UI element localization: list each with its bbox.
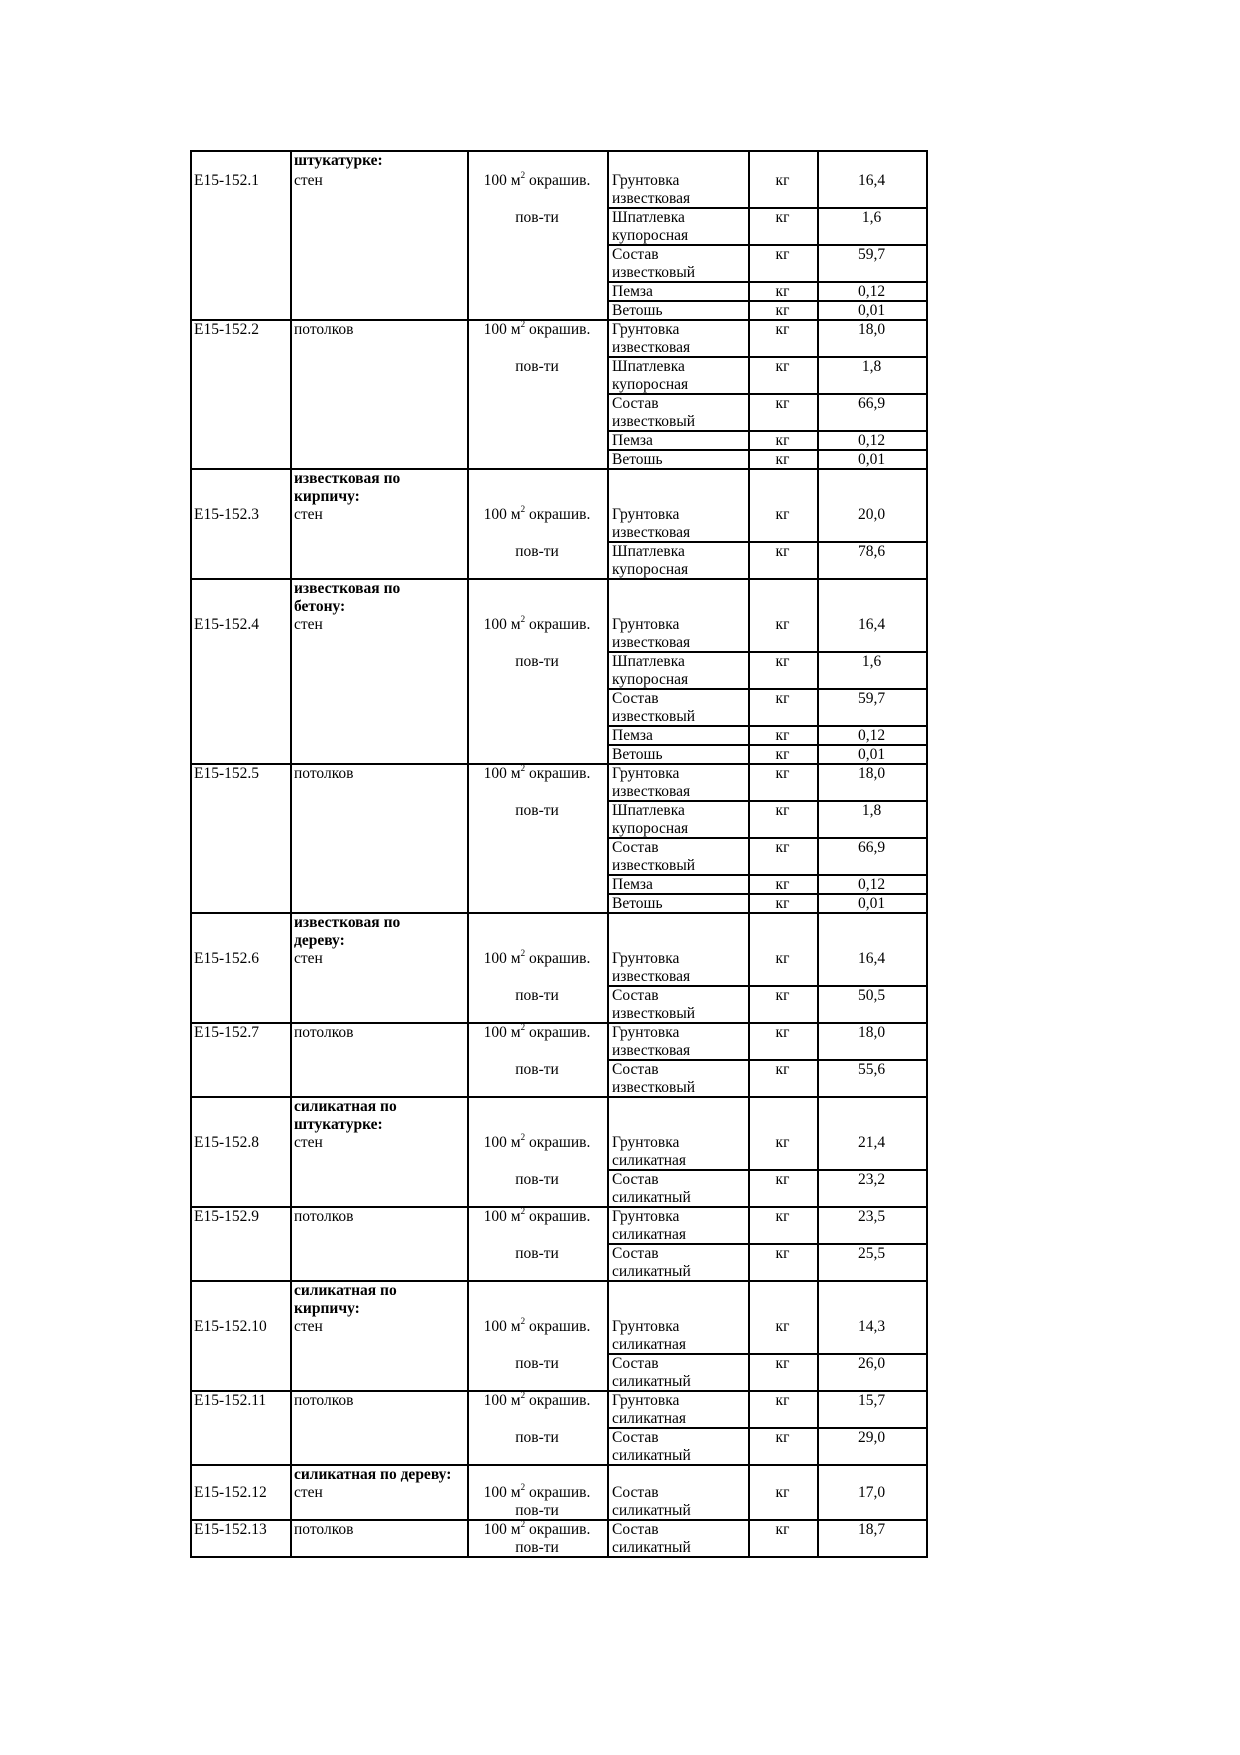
material-unit: кг — [775, 1245, 790, 1262]
measure-unit-suffix: окрашив. — [525, 1208, 591, 1225]
measure-unit — [467, 1518, 607, 1539]
section-heading: известковая по — [294, 470, 401, 487]
measure-unit-superscript: 2 — [520, 762, 526, 773]
material-name: Состав — [612, 1484, 659, 1501]
column-rule — [467, 150, 469, 1558]
material-quantity: 16,4 — [857, 172, 886, 189]
material-name: Шпатлевка — [612, 209, 685, 226]
surface-type: стен — [294, 172, 323, 189]
measure-unit-suffix: окрашив. — [525, 1392, 591, 1409]
measure-unit — [467, 169, 607, 190]
material-name: Грунтовка — [612, 616, 680, 633]
material-quantity: 50,5 — [857, 987, 886, 1004]
material-name: Грунтовка — [612, 1024, 680, 1041]
material-name: силикатный — [612, 1502, 691, 1519]
section-heading: штукатурке: — [294, 1116, 383, 1133]
rate-code: Е15-152.10 — [194, 1318, 267, 1335]
material-unit: кг — [775, 302, 790, 319]
material-name: Грунтовка — [612, 1208, 680, 1225]
material-name: Состав — [612, 1171, 659, 1188]
material-name: Грунтовка — [612, 1318, 680, 1335]
column-rule — [607, 150, 609, 1558]
material-name: известковая — [612, 190, 691, 207]
surface-type: потолков — [294, 1208, 354, 1225]
material-unit: кг — [775, 987, 790, 1004]
column-rule — [290, 150, 292, 1558]
measure-unit-suffix: окрашив. — [525, 765, 591, 782]
measure-unit-prefix: 100 м — [483, 1392, 521, 1409]
material-quantity: 0,01 — [857, 302, 886, 319]
material-quantity: 59,7 — [857, 690, 886, 707]
material-name: купоросная — [612, 820, 689, 837]
material-quantity: 14,3 — [857, 1318, 886, 1335]
column-rule — [748, 150, 750, 1558]
material-name: Шпатлевка — [612, 543, 685, 560]
measure-unit-prefix: 100 м — [483, 1208, 521, 1225]
measure-unit — [467, 947, 607, 968]
measure-unit-suffix: окрашив. — [525, 1484, 591, 1501]
material-unit: кг — [775, 283, 790, 300]
material-quantity: 16,4 — [857, 616, 886, 633]
material-quantity: 59,7 — [857, 246, 886, 263]
section-heading: известковая по — [294, 914, 401, 931]
surface-type: потолков — [294, 1521, 354, 1538]
material-unit: кг — [775, 1024, 790, 1041]
measure-unit — [467, 1205, 607, 1226]
material-quantity: 66,9 — [857, 395, 886, 412]
material-name: силикатный — [612, 1373, 691, 1390]
material-quantity: 18,7 — [857, 1521, 886, 1538]
material-unit: кг — [775, 1318, 790, 1335]
material-unit: кг — [775, 1521, 790, 1538]
measure-unit-superscript: 2 — [520, 1021, 526, 1032]
material-quantity: 23,2 — [857, 1171, 886, 1188]
material-name: силикатный — [612, 1447, 691, 1464]
measure-unit-line2: пов-ти — [515, 802, 559, 819]
material-unit: кг — [775, 690, 790, 707]
section-heading: известковая по — [294, 580, 401, 597]
section-heading: кирпичу: — [294, 1300, 360, 1317]
material-unit: кг — [775, 727, 790, 744]
material-quantity: 21,4 — [857, 1134, 886, 1151]
measure-unit-superscript: 2 — [520, 1205, 526, 1216]
material-quantity: 16,4 — [857, 950, 886, 967]
material-name: Состав — [612, 1061, 659, 1078]
measure-unit-suffix: окрашив. — [525, 1134, 591, 1151]
material-unit: кг — [775, 802, 790, 819]
measure-unit-suffix: окрашив. — [525, 1318, 591, 1335]
column-rule — [190, 150, 192, 1558]
material-quantity: 29,0 — [857, 1429, 886, 1446]
material-unit: кг — [775, 765, 790, 782]
material-quantity: 23,5 — [857, 1208, 886, 1225]
material-quantity: 0,12 — [857, 727, 886, 744]
measure-unit-line2: пов-ти — [515, 1429, 559, 1446]
material-unit: кг — [775, 1134, 790, 1151]
surface-type: потолков — [294, 765, 354, 782]
material-name: Состав — [612, 839, 659, 856]
rate-code: Е15-152.13 — [194, 1521, 267, 1538]
material-quantity: 18,0 — [857, 765, 886, 782]
rate-code: Е15-152.3 — [194, 506, 260, 523]
surface-type: стен — [294, 1484, 323, 1501]
measure-unit-prefix: 100 м — [483, 1484, 521, 1501]
material-unit: кг — [775, 209, 790, 226]
surface-type: стен — [294, 1318, 323, 1335]
measure-unit-line2: пов-ти — [515, 1061, 559, 1078]
measure-unit — [467, 1481, 607, 1502]
rate-code: Е15-152.12 — [194, 1484, 267, 1501]
rate-code: Е15-152.8 — [194, 1134, 260, 1151]
rate-code: Е15-152.4 — [194, 616, 260, 633]
material-quantity: 1,6 — [861, 209, 882, 226]
material-quantity: 17,0 — [857, 1484, 886, 1501]
measure-unit-superscript: 2 — [520, 503, 526, 514]
surface-type: потолков — [294, 1392, 354, 1409]
material-unit: кг — [775, 172, 790, 189]
material-name: Состав — [612, 1521, 659, 1538]
material-name: Состав — [612, 987, 659, 1004]
material-name: Ветошь — [612, 746, 663, 763]
material-name: Состав — [612, 690, 659, 707]
measure-unit-line2: пов-ти — [515, 1171, 559, 1188]
material-unit: кг — [775, 616, 790, 633]
material-quantity: 0,01 — [857, 895, 886, 912]
material-unit: кг — [775, 1208, 790, 1225]
surface-type: потолков — [294, 321, 354, 338]
measure-unit-line2: пов-ти — [515, 358, 559, 375]
material-name: известковая — [612, 783, 691, 800]
measure-unit-line2: пов-ти — [515, 653, 559, 670]
material-quantity: 78,6 — [857, 543, 886, 560]
material-quantity: 26,0 — [857, 1355, 886, 1372]
material-quantity: 18,0 — [857, 321, 886, 338]
material-name: известковый — [612, 264, 696, 281]
measure-unit-suffix: окрашив. — [525, 1024, 591, 1041]
material-quantity: 0,12 — [857, 283, 886, 300]
material-name: Грунтовка — [612, 1392, 680, 1409]
material-name: силикатный — [612, 1189, 691, 1206]
material-name: известковая — [612, 524, 691, 541]
material-name: известковый — [612, 708, 696, 725]
material-name: Шпатлевка — [612, 653, 685, 670]
material-unit: кг — [775, 1392, 790, 1409]
material-name: Грунтовка — [612, 950, 680, 967]
material-unit: кг — [775, 1484, 790, 1501]
material-quantity: 55,6 — [857, 1061, 886, 1078]
rate-code: Е15-152.2 — [194, 321, 260, 338]
measure-unit-superscript: 2 — [520, 1131, 526, 1142]
measure-unit-superscript: 2 — [520, 613, 526, 624]
material-name: купоросная — [612, 376, 689, 393]
material-unit: кг — [775, 1171, 790, 1188]
measure-unit-suffix: окрашив. — [525, 1521, 591, 1538]
measure-unit-prefix: 100 м — [483, 172, 521, 189]
measure-unit-line2: пов-ти — [515, 1355, 559, 1372]
rate-code: Е15-152.1 — [194, 172, 260, 189]
material-name: Пемза — [612, 727, 653, 744]
surface-type: потолков — [294, 1024, 354, 1041]
material-unit: кг — [775, 246, 790, 263]
material-name: купоросная — [612, 671, 689, 688]
measure-unit — [467, 503, 607, 524]
measure-unit-superscript: 2 — [520, 947, 526, 958]
measure-unit — [467, 762, 607, 783]
surface-type: стен — [294, 950, 323, 967]
rate-code: Е15-152.9 — [194, 1208, 260, 1225]
material-name: Состав — [612, 1355, 659, 1372]
material-unit: кг — [775, 506, 790, 523]
measure-unit-line2: пов-ти — [515, 1539, 559, 1556]
material-quantity: 0,01 — [857, 746, 886, 763]
measure-unit-line2: пов-ти — [515, 1245, 559, 1262]
material-unit: кг — [775, 1429, 790, 1446]
measure-unit-line2: пов-ти — [515, 1502, 559, 1519]
measure-unit-superscript: 2 — [520, 318, 526, 329]
measure-unit — [467, 318, 607, 339]
material-name: купоросная — [612, 227, 689, 244]
section-heading: силикатная по — [294, 1098, 397, 1115]
material-name: известковая — [612, 634, 691, 651]
material-name: силикатный — [612, 1539, 691, 1556]
material-name: силикатная — [612, 1226, 687, 1243]
measure-unit-prefix: 100 м — [483, 506, 521, 523]
material-unit: кг — [775, 321, 790, 338]
material-unit: кг — [775, 358, 790, 375]
material-unit: кг — [775, 653, 790, 670]
material-name: Пемза — [612, 432, 653, 449]
material-quantity: 1,8 — [861, 358, 882, 375]
measure-unit-superscript: 2 — [520, 1518, 526, 1529]
material-name: Грунтовка — [612, 765, 680, 782]
material-unit: кг — [775, 395, 790, 412]
measure-unit-suffix: окрашив. — [525, 616, 591, 633]
measure-unit-prefix: 100 м — [483, 321, 521, 338]
measure-unit-prefix: 100 м — [483, 1318, 521, 1335]
material-quantity: 20,0 — [857, 506, 886, 523]
measure-unit-suffix: окрашив. — [525, 506, 591, 523]
measure-unit — [467, 1131, 607, 1152]
rate-code: Е15-152.5 — [194, 765, 260, 782]
material-name: Грунтовка — [612, 506, 680, 523]
section-heading: силикатная по — [294, 1282, 397, 1299]
measure-unit — [467, 613, 607, 634]
surface-type: стен — [294, 616, 323, 633]
measure-unit-superscript: 2 — [520, 1481, 526, 1492]
measure-unit-prefix: 100 м — [483, 1024, 521, 1041]
measure-unit-superscript: 2 — [520, 1315, 526, 1326]
section-heading: штукатурке: — [294, 152, 383, 169]
material-unit: кг — [775, 1061, 790, 1078]
section-heading: силикатная по дереву: — [294, 1466, 452, 1483]
material-name: Состав — [612, 246, 659, 263]
surface-type: стен — [294, 506, 323, 523]
material-unit: кг — [775, 1355, 790, 1372]
measure-unit — [467, 1315, 607, 1336]
material-unit: кг — [775, 432, 790, 449]
material-name: Грунтовка — [612, 172, 680, 189]
rate-code: Е15-152.7 — [194, 1024, 260, 1041]
material-name: известковый — [612, 1005, 696, 1022]
section-heading: кирпичу: — [294, 488, 360, 505]
material-quantity: 0,01 — [857, 451, 886, 468]
material-quantity: 1,8 — [861, 802, 882, 819]
material-name: Пемза — [612, 283, 653, 300]
measure-unit-suffix: окрашив. — [525, 321, 591, 338]
material-name: Состав — [612, 1245, 659, 1262]
measure-unit-line2: пов-ти — [515, 987, 559, 1004]
material-name: известковая — [612, 339, 691, 356]
material-unit: кг — [775, 950, 790, 967]
material-name: силикатная — [612, 1336, 687, 1353]
material-name: силикатный — [612, 1263, 691, 1280]
material-name: Ветошь — [612, 895, 663, 912]
column-rule — [926, 150, 928, 1558]
material-unit: кг — [775, 451, 790, 468]
material-unit: кг — [775, 876, 790, 893]
material-name: известковая — [612, 1042, 691, 1059]
rate-code: Е15-152.11 — [194, 1392, 267, 1409]
material-quantity: 15,7 — [857, 1392, 886, 1409]
material-name: Пемза — [612, 876, 653, 893]
column-rule — [817, 150, 819, 1558]
material-name: Ветошь — [612, 451, 663, 468]
material-name: известковая — [612, 968, 691, 985]
measure-unit — [467, 1021, 607, 1042]
material-quantity: 0,12 — [857, 432, 886, 449]
material-quantity: 0,12 — [857, 876, 886, 893]
measure-unit — [467, 1389, 607, 1410]
material-unit: кг — [775, 895, 790, 912]
material-name: купоросная — [612, 561, 689, 578]
measure-unit-line2: пов-ти — [515, 543, 559, 560]
material-name: Состав — [612, 1429, 659, 1446]
rate-code: Е15-152.6 — [194, 950, 260, 967]
material-name: Грунтовка — [612, 321, 680, 338]
material-unit: кг — [775, 839, 790, 856]
measure-unit-superscript: 2 — [520, 169, 526, 180]
measure-unit-prefix: 100 м — [483, 765, 521, 782]
material-unit: кг — [775, 543, 790, 560]
material-name: Состав — [612, 395, 659, 412]
measure-unit-prefix: 100 м — [483, 1521, 521, 1538]
material-name: силикатная — [612, 1410, 687, 1427]
surface-type: стен — [294, 1134, 323, 1151]
material-name: Шпатлевка — [612, 358, 685, 375]
material-quantity: 25,5 — [857, 1245, 886, 1262]
material-name: известковый — [612, 413, 696, 430]
material-quantity: 1,6 — [861, 653, 882, 670]
measure-unit-superscript: 2 — [520, 1389, 526, 1400]
measure-unit-line2: пов-ти — [515, 209, 559, 226]
material-quantity: 18,0 — [857, 1024, 886, 1041]
material-name: Шпатлевка — [612, 802, 685, 819]
measure-unit-prefix: 100 м — [483, 1134, 521, 1151]
material-name: известковый — [612, 1079, 696, 1096]
material-quantity: 66,9 — [857, 839, 886, 856]
measure-unit-prefix: 100 м — [483, 950, 521, 967]
material-name: Ветошь — [612, 302, 663, 319]
material-name: известковый — [612, 857, 696, 874]
material-unit: кг — [775, 746, 790, 763]
section-heading: бетону: — [294, 598, 346, 615]
measure-unit-prefix: 100 м — [483, 616, 521, 633]
material-name: Грунтовка — [612, 1134, 680, 1151]
measure-unit-suffix: окрашив. — [525, 950, 591, 967]
measure-unit-suffix: окрашив. — [525, 172, 591, 189]
material-name: силикатная — [612, 1152, 687, 1169]
section-heading: дереву: — [294, 932, 345, 949]
